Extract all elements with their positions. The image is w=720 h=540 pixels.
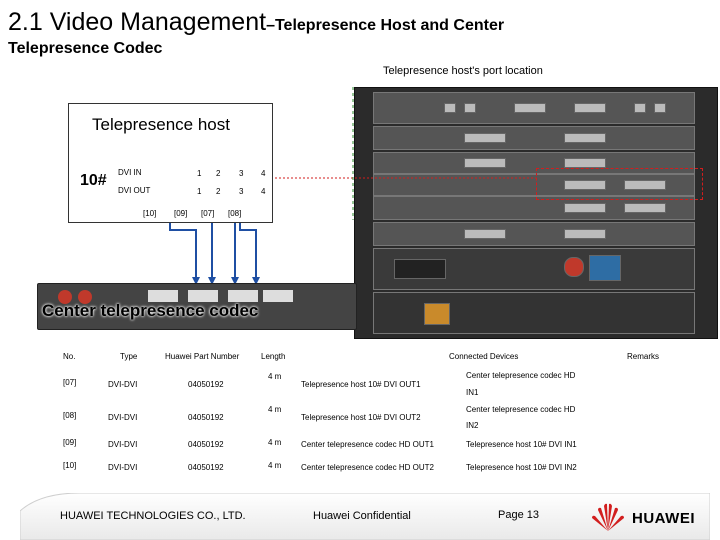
cable-label: [08]	[228, 209, 242, 218]
cable-label: [07]	[201, 209, 215, 218]
table-cell: [08]	[63, 411, 77, 420]
port-number: 3	[239, 169, 244, 178]
table-cell: IN2	[466, 421, 479, 430]
host-title: Telepresence host	[92, 115, 230, 134]
title-sub: –Telepresence Host and Center	[266, 17, 505, 34]
table-cell: [10]	[63, 461, 77, 470]
table-cell: [07]	[63, 378, 77, 387]
table-cell: Center telepresence codec HD OUT1	[301, 440, 434, 449]
port-number: 4	[261, 187, 266, 196]
port-number: 4	[261, 169, 266, 178]
table-header: No.	[63, 352, 76, 361]
host-number: 10#	[80, 172, 107, 189]
brand-wordmark: HUAWEI	[632, 510, 695, 527]
table-cell: Telepresence host 10# DVI OUT2	[301, 413, 421, 422]
table-header: Connected Devices	[449, 352, 519, 361]
table-cell: 4 m	[268, 372, 282, 381]
table-header: Type	[120, 352, 138, 361]
table-cell: 4 m	[268, 405, 282, 414]
cable-label: [10]	[143, 209, 157, 218]
table-cell: Telepresence host 10# DVI OUT1	[301, 380, 421, 389]
port-number: 2	[216, 187, 221, 196]
port-number: 2	[216, 169, 221, 178]
dvi-in-label: DVI IN	[118, 168, 142, 177]
table-cell: [09]	[63, 438, 77, 447]
cable-label: [09]	[174, 209, 188, 218]
table-cell: Center telepresence codec HD OUT2	[301, 463, 434, 472]
port-number: 3	[239, 187, 244, 196]
table-cell: DVI-DVI	[108, 440, 138, 449]
port-number: 1	[197, 169, 202, 178]
table-cell: 04050192	[188, 380, 224, 389]
table-cell: 4 m	[268, 438, 282, 447]
footer-company: HUAWEI TECHNOLOGIES CO., LTD.	[60, 510, 246, 522]
table-cell: 04050192	[188, 413, 224, 422]
table-header: Huawei Part Number	[165, 352, 240, 361]
table-header: Length	[261, 352, 286, 361]
page-number: Page 13	[498, 509, 539, 521]
table-cell: DVI-DVI	[108, 380, 138, 389]
table-cell: 04050192	[188, 463, 224, 472]
page-subtitle: Telepresence Codec	[8, 40, 163, 57]
huawei-logo-icon	[590, 502, 626, 532]
table-cell: IN1	[466, 388, 479, 397]
codec-label: Center telepresence codec	[42, 301, 259, 320]
footer-confidential: Huawei Confidential	[313, 510, 411, 522]
port-location-caption: Telepresence host's port location	[383, 65, 543, 77]
title-main: 2.1 Video Management	[8, 8, 267, 36]
table-cell: 04050192	[188, 440, 224, 449]
table-cell: Telepresence host 10# DVI IN2	[466, 463, 577, 472]
table-cell: 4 m	[268, 461, 282, 470]
dvi-out-label: DVI OUT	[118, 186, 151, 195]
table-cell: Center telepresence codec HD	[466, 405, 576, 414]
table-cell: DVI-DVI	[108, 413, 138, 422]
table-cell: Telepresence host 10# DVI IN1	[466, 440, 577, 449]
table-cell: Center telepresence codec HD	[466, 371, 576, 380]
table-cell: DVI-DVI	[108, 463, 138, 472]
table-header: Remarks	[627, 352, 660, 361]
port-number: 1	[197, 187, 202, 196]
